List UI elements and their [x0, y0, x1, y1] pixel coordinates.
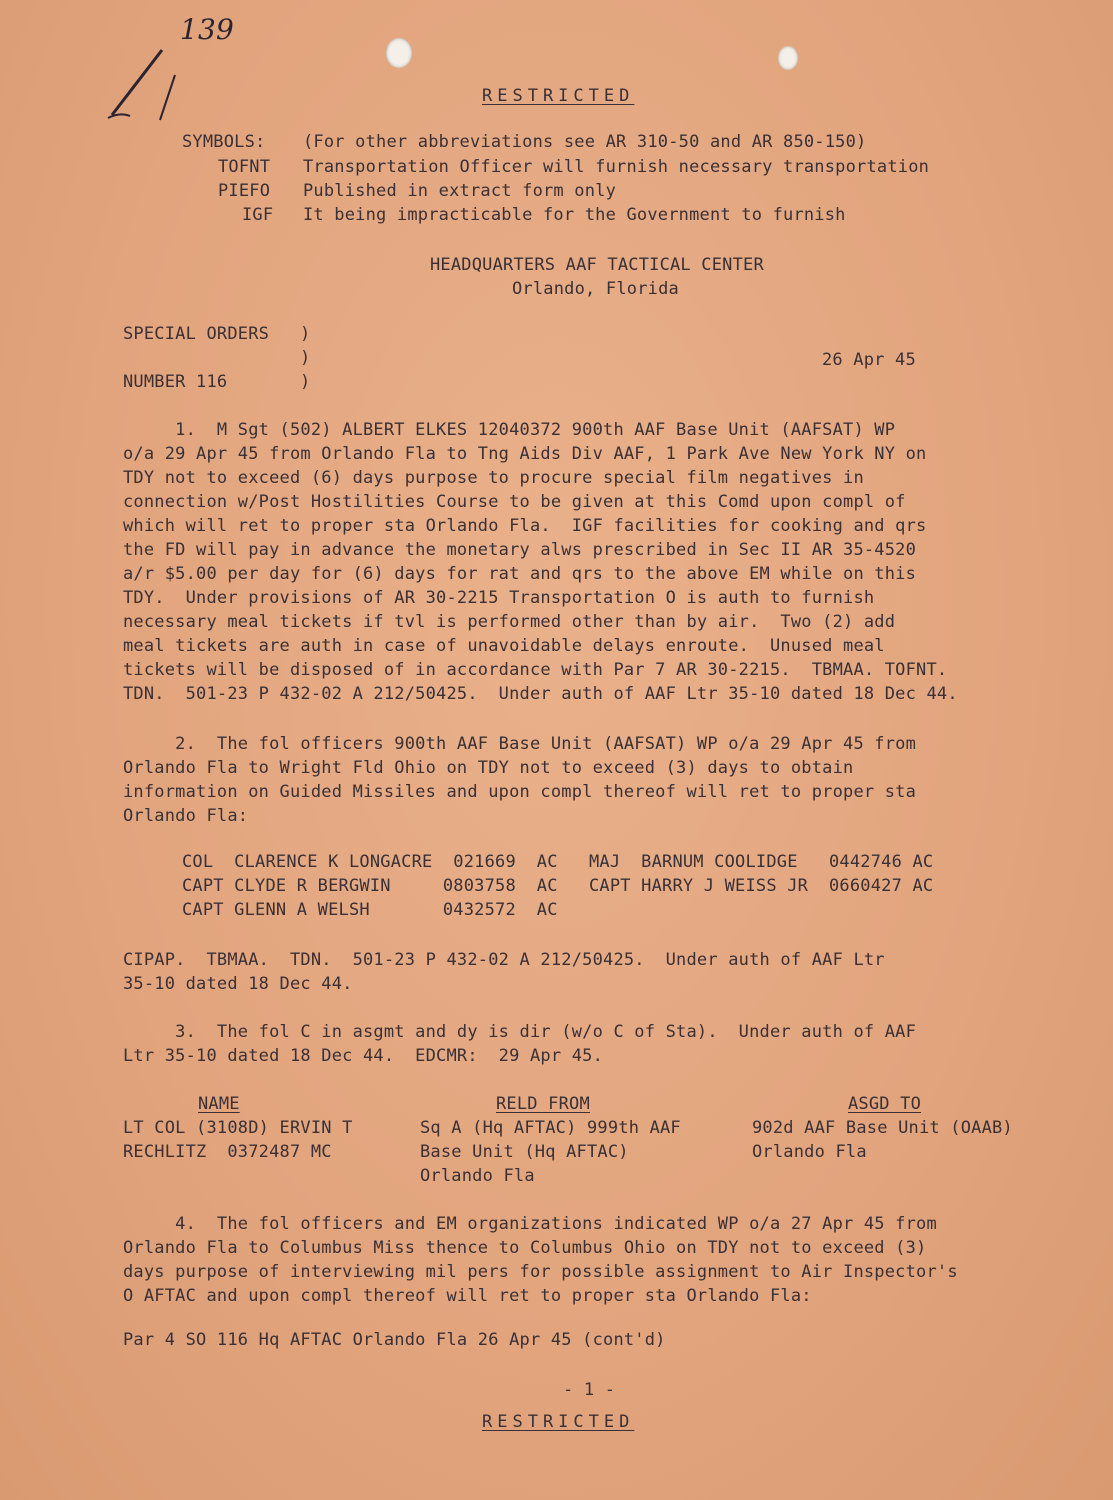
text-line: 3. The fol C in asgmt and dy is dir (w/o C of Sta). Under auth of AAF [123, 1022, 917, 1042]
table-cell-name: LT COL (3108D) ERVIN T [123, 1118, 353, 1138]
text-line: TDN. 501-23 P 432-02 A 212/50425. Under auth of AAF Ltr 35-10 dated 18 Dec 44. [123, 684, 958, 704]
text-line: 1. M Sgt (502) ALBERT ELKES 12040372 900th AAF Base Unit (AAFSAT) WP [123, 420, 896, 440]
table-cell-reld-from: Orlando Fla [420, 1166, 535, 1186]
text-line: 35-10 dated 18 Dec 44. [123, 974, 353, 994]
paragraph-2 [123, 732, 1083, 828]
text-line: Orlando Fla to Wright Fld Ohio on TDY not to exceed (3) days to obtain [123, 758, 854, 778]
table-header-reld-from: RELD FROM [496, 1094, 590, 1114]
hq-line-2: Orlando, Florida [512, 279, 679, 299]
text-line: Ltr 35-10 dated 18 Dec 44. EDCMR: 29 Apr 45. [123, 1046, 604, 1066]
classification-header: RESTRICTED [482, 86, 635, 106]
paragraph-1 [123, 418, 1083, 706]
table-cell-reld-from: Sq A (Hq AFTAC) 999th AAF [420, 1118, 681, 1138]
punch-hole-right [778, 46, 798, 70]
officer-row: CAPT GLENN A WELSH 0432572 AC [182, 900, 558, 920]
order-date: 26 Apr 45 [822, 350, 916, 370]
symbol-code: IGF [242, 205, 274, 225]
text-line: 2. The fol officers 900th AAF Base Unit (AAFSAT) WP o/a 29 Apr 45 from [123, 734, 917, 754]
text-line: the FD will pay in advance the monetary alws prescribed in Sec II AR 35-4520 [123, 540, 917, 560]
text-line: which will ret to proper sta Orlando Fla. IGF facilities for cooking and qrs [123, 516, 927, 536]
table-cell-asgd-to: 902d AAF Base Unit (OAAB) [752, 1118, 1013, 1138]
symbol-code: PIEFO [218, 181, 271, 201]
text-line: 4. The fol officers and EM organizations indicated WP o/a 27 Apr 45 from [123, 1214, 937, 1234]
paragraph-4 [123, 1212, 1083, 1308]
symbols-note: (For other abbreviations see AR 310-50 and AR 850-150) [303, 132, 867, 152]
text-line: connection w/Post Hostilities Course to be given at this Comd upon compl of [123, 492, 906, 512]
continuation-line: Par 4 SO 116 Hq AFTAC Orlando Fla 26 Apr 45 (cont'd) [123, 1330, 666, 1350]
text-line: CIPAP. TBMAA. TDN. 501-23 P 432-02 A 212/50425. Under auth of AAF Ltr [123, 950, 885, 970]
bracket-3: ) [300, 372, 311, 392]
table-header-name: NAME [198, 1094, 240, 1114]
symbols-label: SYMBOLS: [182, 132, 266, 152]
text-line: Orlando Fla to Columbus Miss thence to Columbus Ohio on TDY not to exceed (3) [123, 1238, 927, 1258]
text-line: information on Guided Missiles and upon compl thereof will ret to proper sta [123, 782, 917, 802]
bracket-1: ) [300, 324, 311, 344]
text-line: TDY not to exceed (6) days purpose to procure special film negatives in [123, 468, 864, 488]
text-line: O AFTAC and upon compl thereof will ret to proper sta Orlando Fla: [123, 1286, 812, 1306]
classification-footer: RESTRICTED [482, 1412, 635, 1432]
symbol-text: It being impracticable for the Government to furnish [303, 205, 846, 225]
order-number: NUMBER 116 [123, 372, 228, 392]
table-header-asgd-to: ASGD TO [848, 1094, 922, 1114]
table-cell-reld-from: Base Unit (Hq AFTAC) [420, 1142, 629, 1162]
text-line: Orlando Fla: [123, 806, 249, 826]
text-line: TDY. Under provisions of AR 30-2215 Transportation O is auth to furnish [123, 588, 875, 608]
officer-row: COL CLARENCE K LONGACRE 021669 AC MAJ BARNUM COOLIDGE 0442746 AC [182, 852, 934, 872]
officer-list [182, 850, 1062, 922]
hq-line-1: HEADQUARTERS AAF TACTICAL CENTER [430, 255, 764, 275]
text-line: days purpose of interviewing mil pers for possible assignment to Air Inspector's [123, 1262, 958, 1282]
page-number: - 1 - [563, 1380, 616, 1400]
paragraph-2-authority [123, 948, 1083, 996]
handwritten-number: 139 [180, 13, 235, 46]
text-line: o/a 29 Apr 45 from Orlando Fla to Tng Aids Div AAF, 1 Park Ave New York NY on [123, 444, 927, 464]
officer-row: CAPT CLYDE R BERGWIN 0803758 AC CAPT HARRY J WEISS JR 0660427 AC [182, 876, 934, 896]
paragraph-3 [123, 1020, 1083, 1068]
text-line: tickets will be disposed of in accordance with Par 7 AR 30-2215. TBMAA. TOFNT. [123, 660, 948, 680]
text-line: meal tickets are auth in case of unavoidable delays enroute. Unused meal [123, 636, 885, 656]
symbol-code: TOFNT [218, 157, 271, 177]
symbol-text: Transportation Officer will furnish necessary transportation [303, 157, 930, 177]
text-line: a/r $5.00 per day for (6) days for rat and qrs to the above EM while on this [123, 564, 917, 584]
symbol-text: Published in extract form only [303, 181, 617, 201]
text-line: necessary meal tickets if tvl is performed other than by air. Two (2) add [123, 612, 896, 632]
bracket-2: ) [300, 348, 311, 368]
punch-hole-left [386, 38, 412, 68]
table-cell-name: RECHLITZ 0372487 MC [123, 1142, 332, 1162]
special-orders-label: SPECIAL ORDERS [123, 324, 270, 344]
table-cell-asgd-to: Orlando Fla [752, 1142, 867, 1162]
